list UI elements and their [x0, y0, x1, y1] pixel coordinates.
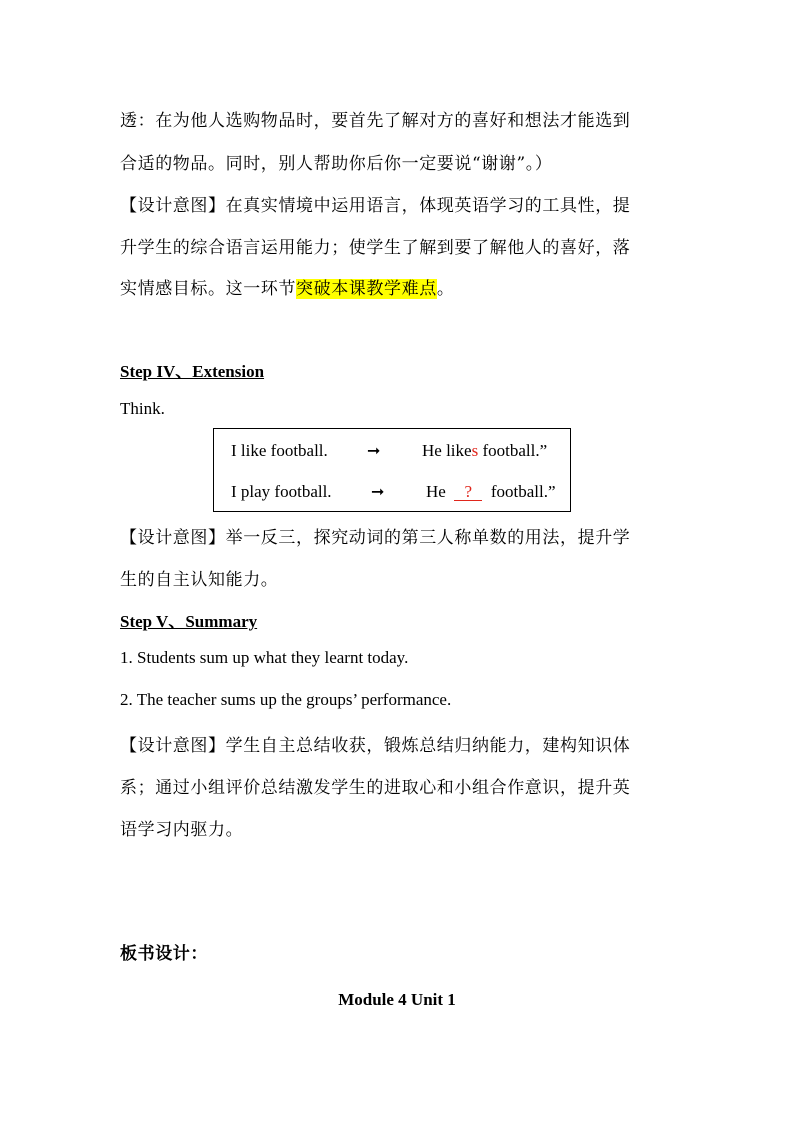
example-row-2-right — [426, 482, 556, 502]
design-intent-1-period: 。 — [436, 279, 455, 299]
summary-item-2: 2. The teacher sums up the groups’ performance. — [120, 690, 452, 709]
third-person-s: s — [471, 441, 479, 460]
example-row-1-right-end: football.” — [478, 441, 548, 460]
step4-heading: Step IV、Extension — [120, 362, 265, 381]
board-design-label: 板书设计： — [120, 944, 208, 964]
example-row-1-right-text: He like — [422, 441, 472, 460]
arrow-right-icon: ➞ — [367, 441, 381, 460]
board-title: Module 4 Unit 1 — [338, 990, 456, 1009]
arrow-right-icon: ➞ — [371, 482, 385, 501]
intro-line-2: 合适的物品。同时，别人帮助你后你一定要说“谢谢”。） — [120, 154, 553, 174]
design-intent-3-line-1: 【设计意图】学生自主总结收获，锻炼总结归纳能力，建构知识体 — [120, 736, 631, 756]
design-intent-2-line-2: 生的自主认知能力。 — [120, 570, 279, 590]
highlighted-key-point: 突破本课教学难点 — [296, 279, 437, 299]
design-intent-3-line-3: 语学习内驱力。 — [120, 820, 244, 840]
example-row-2-right-text: He — [426, 482, 455, 501]
example-row-2-left: I play football. — [231, 482, 332, 501]
design-intent-2-line-1: 【设计意图】举一反三，探究动词的第三人称单数的用法，提升学 — [120, 528, 631, 548]
design-intent-1-line-2: 升学生的综合语言运用能力；使学生了解到要了解他人的喜好，落 — [120, 238, 631, 258]
intro-line-1: 透：在为他人选购物品时，要首先了解对方的喜好和想法才能选到 — [120, 111, 631, 131]
design-intent-1-line-1: 【设计意图】在真实情境中运用语言，体现英语学习的工具性，提 — [120, 196, 631, 216]
grammar-example-box — [213, 428, 571, 512]
step5-heading: Step V、Summary — [120, 612, 258, 631]
think-label: Think. — [120, 399, 165, 418]
design-intent-3-line-2: 系；通过小组评价总结激发学生的进取心和小组合作意识，提升英 — [120, 778, 631, 798]
design-intent-1-text: 实情感目标。这一环节 — [120, 279, 296, 299]
example-row-1-left: I like football. — [231, 441, 328, 460]
question-blank: ? — [454, 484, 482, 501]
example-row-1-right — [422, 441, 547, 461]
summary-item-1: 1. Students sum up what they learnt today. — [120, 648, 409, 667]
design-intent-1-line-3 — [120, 274, 454, 299]
example-row-2-right-end: football.” — [482, 482, 556, 501]
